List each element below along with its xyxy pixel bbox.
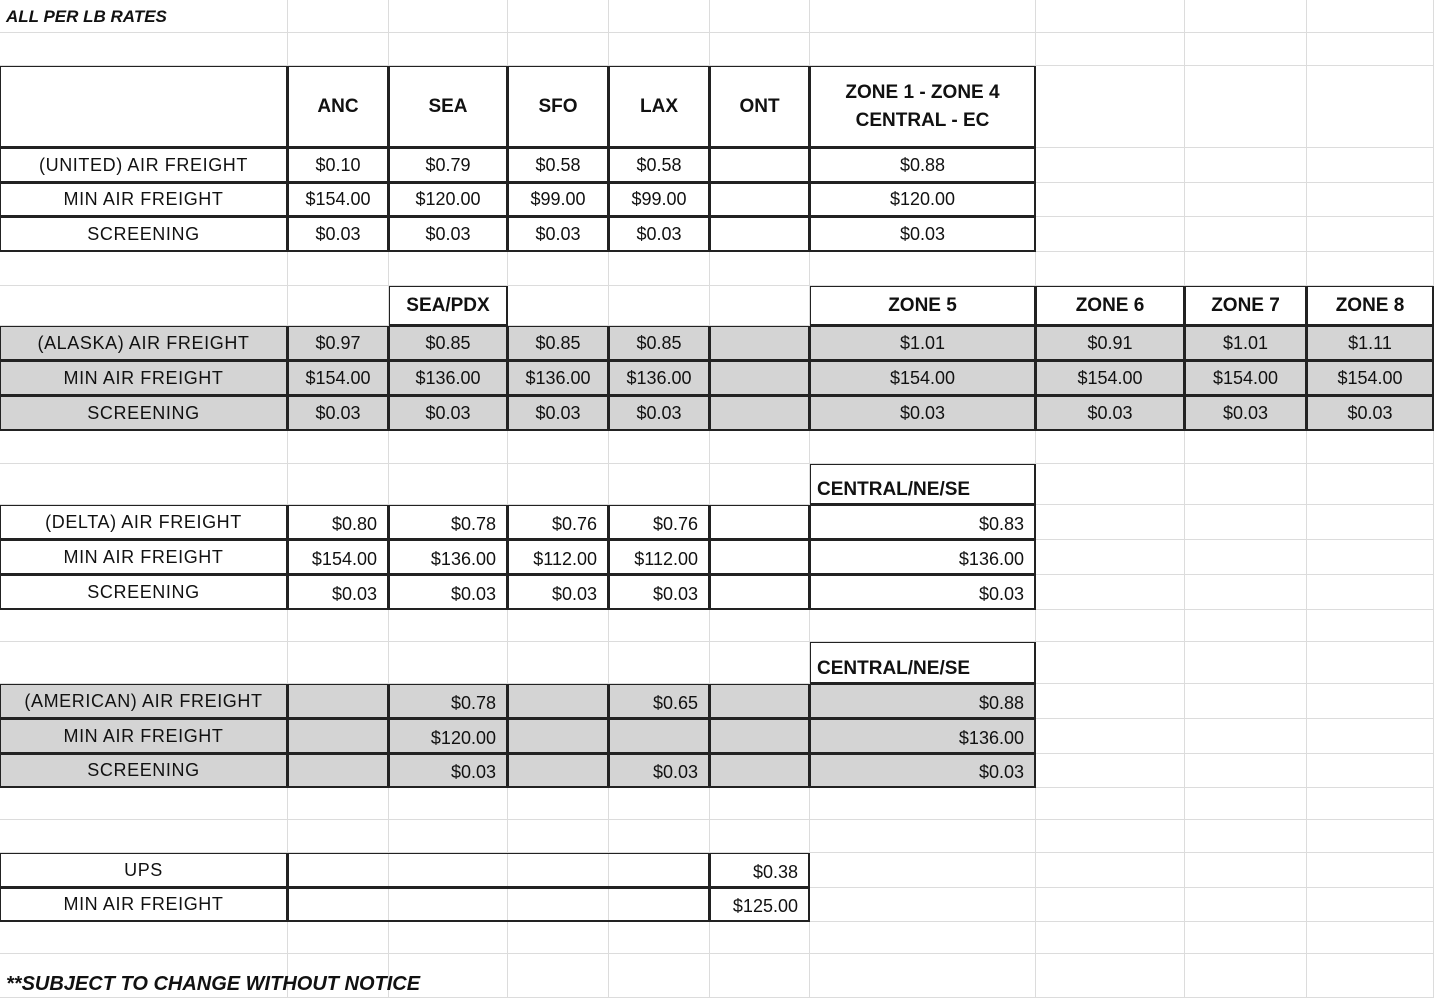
grid-cell[interactable] [609,252,710,286]
grid-cell[interactable] [1185,754,1307,788]
alaska-screening-zone7[interactable]: $0.03 [1185,396,1307,431]
grid-cell[interactable] [1307,684,1434,719]
delta-air-freight-zone[interactable]: $0.83 [810,505,1036,540]
grid-cell[interactable] [1036,464,1185,505]
grid-cell[interactable] [1185,540,1307,575]
grid-cell[interactable] [508,922,609,954]
grid-cell[interactable] [389,922,508,954]
united-min-air-freight-sea[interactable]: $120.00 [389,183,508,217]
grid-cell[interactable] [508,820,609,853]
header-anc[interactable]: ANC [288,66,389,148]
alaska-screening-sea[interactable]: $0.03 [389,396,508,431]
grid-cell[interactable] [1036,954,1185,998]
grid-cell[interactable] [1036,217,1185,252]
alaska-min-air-freight-zone6[interactable]: $154.00 [1036,361,1185,396]
grid-cell[interactable] [810,252,1036,286]
alaska-air-freight-ont[interactable] [710,326,810,361]
american-screening-zone[interactable]: $0.03 [810,754,1036,788]
united-air-freight-label[interactable]: (UNITED) AIR FREIGHT [0,148,288,183]
grid-cell[interactable] [1185,853,1307,888]
grid-cell[interactable] [0,820,288,853]
american-screening-ont[interactable] [710,754,810,788]
grid-cell[interactable] [1307,66,1434,148]
grid-cell[interactable] [1185,922,1307,954]
grid-cell[interactable] [710,252,810,286]
grid-cell[interactable] [508,610,609,642]
grid-cell[interactable] [288,922,389,954]
grid-cell[interactable] [1307,642,1434,684]
grid-cell[interactable] [508,642,609,684]
grid-cell[interactable] [1036,575,1185,610]
grid-cell[interactable] [1036,66,1185,148]
ups-rate-span[interactable] [288,853,710,888]
grid-cell[interactable] [1185,575,1307,610]
united-min-air-freight-ont[interactable] [710,183,810,217]
grid-cell[interactable] [710,33,810,66]
alaska-air-freight-sea[interactable]: $0.85 [389,326,508,361]
grid-cell[interactable] [1185,217,1307,252]
delta-screening-zone[interactable]: $0.03 [810,575,1036,610]
grid-cell[interactable] [288,286,389,326]
delta-air-freight-sea[interactable]: $0.78 [389,505,508,540]
grid-cell[interactable] [609,788,710,820]
grid-cell[interactable] [0,286,288,326]
grid-cell[interactable] [1185,252,1307,286]
grid-cell[interactable] [1307,922,1434,954]
alaska-min-air-freight-ont[interactable] [710,361,810,396]
delta-screening-sea[interactable]: $0.03 [389,575,508,610]
united-air-freight-sea[interactable]: $0.79 [389,148,508,183]
grid-cell[interactable] [1307,505,1434,540]
american-screening-sfo[interactable] [508,754,609,788]
grid-cell[interactable] [508,788,609,820]
alaska-screening-lax[interactable]: $0.03 [609,396,710,431]
grid-cell[interactable] [1307,183,1434,217]
united-air-freight-ont[interactable] [710,148,810,183]
grid-cell[interactable] [0,610,288,642]
footer-note[interactable]: **SUBJECT TO CHANGE WITHOUT NOTICE [6,973,421,995]
united-min-air-freight-lax[interactable]: $99.00 [609,183,710,217]
grid-cell[interactable] [389,464,508,505]
delta-min-air-freight-sea[interactable]: $136.00 [389,540,508,575]
delta-min-air-freight-zone[interactable]: $136.00 [810,540,1036,575]
header-delta-central-ne-se[interactable]: CENTRAL/NE/SE [810,464,1036,505]
grid-cell[interactable] [288,252,389,286]
grid-cell[interactable] [710,464,810,505]
grid-cell[interactable] [1307,754,1434,788]
grid-cell[interactable] [389,252,508,286]
alaska-min-air-freight-anc[interactable]: $154.00 [288,361,389,396]
grid-cell[interactable] [1036,0,1185,33]
header-american-central-ne-se[interactable]: CENTRAL/NE/SE [810,642,1036,684]
delta-air-freight-label[interactable]: (DELTA) AIR FREIGHT [0,505,288,540]
delta-air-freight-anc[interactable]: $0.80 [288,505,389,540]
united-min-air-freight-anc[interactable]: $154.00 [288,183,389,217]
delta-screening-sfo[interactable]: $0.03 [508,575,609,610]
alaska-air-freight-anc[interactable]: $0.97 [288,326,389,361]
grid-cell[interactable] [1185,33,1307,66]
united-screening-zone[interactable]: $0.03 [810,217,1036,252]
grid-cell[interactable] [1307,888,1434,922]
grid-cell[interactable] [1036,148,1185,183]
header-zone1-4-line1: ZONE 1 - ZONE 4 [845,81,1000,103]
grid-cell[interactable] [0,252,288,286]
grid-cell[interactable] [1185,464,1307,505]
grid-cell[interactable] [508,252,609,286]
delta-min-air-freight-anc[interactable]: $154.00 [288,540,389,575]
grid-cell[interactable] [609,431,710,464]
alaska-screening-zone6[interactable]: $0.03 [1036,396,1185,431]
grid-cell[interactable] [810,431,1036,464]
alaska-min-air-freight-label[interactable]: MIN AIR FREIGHT [0,361,288,396]
united-screening-sea[interactable]: $0.03 [389,217,508,252]
grid-cell[interactable] [389,431,508,464]
alaska-air-freight-zone7[interactable]: $1.01 [1185,326,1307,361]
american-air-freight-sea[interactable]: $0.78 [389,684,508,719]
united-screening-anc[interactable]: $0.03 [288,217,389,252]
grid-cell[interactable] [0,788,288,820]
grid-cell[interactable] [1307,148,1434,183]
alaska-air-freight-sfo[interactable]: $0.85 [508,326,609,361]
header-zone1-4-line2: CENTRAL - EC [855,109,990,131]
header-lax[interactable]: LAX [609,66,710,148]
american-air-freight-sfo[interactable] [508,684,609,719]
grid-cell[interactable] [1185,642,1307,684]
grid-cell[interactable] [1307,954,1434,998]
grid-cell[interactable] [810,954,1036,998]
grid-cell[interactable] [710,610,810,642]
delta-min-air-freight-ont[interactable] [710,540,810,575]
united-screening-lax[interactable]: $0.03 [609,217,710,252]
united-air-freight-zone[interactable]: $0.88 [810,148,1036,183]
grid-cell[interactable] [810,820,1036,853]
american-min-air-freight-sfo[interactable] [508,719,609,754]
american-screening-sea[interactable]: $0.03 [389,754,508,788]
united-screening-ont[interactable] [710,217,810,252]
grid-cell[interactable] [1185,0,1307,33]
grid-cell[interactable] [1185,684,1307,719]
header-blank[interactable] [0,66,288,148]
grid-cell[interactable] [1036,431,1185,464]
grid-cell[interactable] [710,642,810,684]
alaska-air-freight-zone6[interactable]: $0.91 [1036,326,1185,361]
grid-cell[interactable] [288,610,389,642]
grid-cell[interactable] [1307,610,1434,642]
grid-cell[interactable] [1036,684,1185,719]
grid-cell[interactable] [609,642,710,684]
american-min-air-freight-ont[interactable] [710,719,810,754]
header-zone6[interactable]: ZONE 6 [1036,286,1185,326]
ups-rate-label[interactable]: UPS [0,853,288,888]
grid-cell[interactable] [1307,853,1434,888]
alaska-screening-zone8[interactable]: $0.03 [1307,396,1434,431]
delta-air-freight-lax[interactable]: $0.76 [609,505,710,540]
header-sfo[interactable]: SFO [508,66,609,148]
grid-cell[interactable] [508,286,609,326]
header-zone7[interactable]: ZONE 7 [1185,286,1307,326]
grid-cell[interactable] [1185,610,1307,642]
alaska-screening-label[interactable]: SCREENING [0,396,288,431]
grid-cell[interactable] [508,464,609,505]
alaska-min-air-freight-lax[interactable]: $136.00 [609,361,710,396]
grid-cell[interactable] [1307,217,1434,252]
grid-cell[interactable] [1307,0,1434,33]
grid-cell[interactable] [508,431,609,464]
grid-cell[interactable] [0,642,288,684]
grid-cell[interactable] [810,33,1036,66]
grid-cell[interactable] [609,820,710,853]
grid-cell[interactable] [1185,954,1307,998]
united-air-freight-anc[interactable]: $0.10 [288,148,389,183]
grid-cell[interactable] [710,820,810,853]
delta-min-air-freight-lax[interactable]: $112.00 [609,540,710,575]
grid-cell[interactable] [1036,505,1185,540]
grid-cell[interactable] [0,922,288,954]
american-screening-anc[interactable] [288,754,389,788]
grid-cell[interactable] [710,431,810,464]
alaska-min-air-freight-zone7[interactable]: $154.00 [1185,361,1307,396]
alaska-min-air-freight-zone8[interactable]: $154.00 [1307,361,1434,396]
grid-cell[interactable] [810,610,1036,642]
grid-cell[interactable] [1036,853,1185,888]
grid-cell[interactable] [0,431,288,464]
alaska-min-air-freight-sfo[interactable]: $136.00 [508,361,609,396]
grid-cell[interactable] [1307,788,1434,820]
alaska-air-freight-zone8[interactable]: $1.11 [1307,326,1434,361]
grid-cell[interactable] [0,33,288,66]
united-min-air-freight-sfo[interactable]: $99.00 [508,183,609,217]
american-min-air-freight-zone[interactable]: $136.00 [810,719,1036,754]
alaska-screening-anc[interactable]: $0.03 [288,396,389,431]
american-screening-lax[interactable]: $0.03 [609,754,710,788]
ups-min-air-freight-ont[interactable]: $125.00 [710,888,810,922]
united-air-freight-sfo[interactable]: $0.58 [508,148,609,183]
grid-cell[interactable] [710,286,810,326]
delta-screening-ont[interactable] [710,575,810,610]
grid-cell[interactable] [1185,66,1307,148]
grid-cell[interactable] [1036,788,1185,820]
grid-cell[interactable] [389,820,508,853]
header-zone8[interactable]: ZONE 8 [1307,286,1434,326]
grid-cell[interactable] [1036,252,1185,286]
grid-cell[interactable] [1036,719,1185,754]
grid-cell[interactable] [1036,922,1185,954]
grid-cell[interactable] [810,922,1036,954]
grid-cell[interactable] [1307,33,1434,66]
grid-cell[interactable] [1307,540,1434,575]
grid-cell[interactable] [1036,33,1185,66]
delta-min-air-freight-sfo[interactable]: $112.00 [508,540,609,575]
grid-cell[interactable] [1036,820,1185,853]
grid-cell[interactable] [1036,610,1185,642]
grid-cell[interactable] [1185,820,1307,853]
grid-cell[interactable] [1185,888,1307,922]
delta-min-air-freight-label[interactable]: MIN AIR FREIGHT [0,540,288,575]
header-ont[interactable]: ONT [710,66,810,148]
grid-cell[interactable] [1036,642,1185,684]
alaska-air-freight-zone5[interactable]: $1.01 [810,326,1036,361]
grid-cell[interactable] [609,922,710,954]
united-screening-sfo[interactable]: $0.03 [508,217,609,252]
grid-cell[interactable] [1036,183,1185,217]
grid-cell[interactable] [389,642,508,684]
grid-cell[interactable] [1185,505,1307,540]
grid-cell[interactable] [389,33,508,66]
united-min-air-freight-zone[interactable]: $120.00 [810,183,1036,217]
united-screening-label[interactable]: SCREENING [0,217,288,252]
grid-cell[interactable] [1185,183,1307,217]
american-air-freight-zone[interactable]: $0.88 [810,684,1036,719]
grid-cell[interactable] [288,788,389,820]
grid-cell[interactable] [1185,719,1307,754]
american-screening-label[interactable]: SCREENING [0,754,288,788]
united-min-air-freight-label[interactable]: MIN AIR FREIGHT [0,183,288,217]
grid-cell[interactable] [609,610,710,642]
title-note[interactable]: ALL PER LB RATES [6,6,167,26]
american-min-air-freight-sea[interactable]: $120.00 [389,719,508,754]
alaska-screening-zone5[interactable]: $0.03 [810,396,1036,431]
grid-cell[interactable] [609,33,710,66]
grid-cell[interactable] [389,788,508,820]
american-min-air-freight-anc[interactable] [288,719,389,754]
grid-cell[interactable] [288,642,389,684]
grid-cell[interactable] [1185,788,1307,820]
american-min-air-freight-lax[interactable] [609,719,710,754]
grid-cell[interactable] [288,820,389,853]
delta-air-freight-sfo[interactable]: $0.76 [508,505,609,540]
grid-cell[interactable] [810,788,1036,820]
header-sea[interactable]: SEA [389,66,508,148]
american-air-freight-lax[interactable]: $0.65 [609,684,710,719]
grid-cell[interactable] [1307,464,1434,505]
grid-cell[interactable] [389,610,508,642]
ups-rate-ont[interactable]: $0.38 [710,853,810,888]
grid-cell[interactable] [609,286,710,326]
grid-cell[interactable] [1185,148,1307,183]
grid-cell[interactable] [609,464,710,505]
grid-cell[interactable] [288,431,389,464]
united-air-freight-lax[interactable]: $0.58 [609,148,710,183]
grid-cell[interactable] [1307,719,1434,754]
american-air-freight-label[interactable]: (AMERICAN) AIR FREIGHT [0,684,288,719]
delta-screening-anc[interactable]: $0.03 [288,575,389,610]
alaska-min-air-freight-sea[interactable]: $136.00 [389,361,508,396]
alaska-screening-sfo[interactable]: $0.03 [508,396,609,431]
grid-cell[interactable] [1307,820,1434,853]
delta-screening-lax[interactable]: $0.03 [609,575,710,610]
delta-screening-label[interactable]: SCREENING [0,575,288,610]
american-air-freight-anc[interactable] [288,684,389,719]
ups-min-air-freight-span[interactable] [288,888,710,922]
alaska-min-air-freight-zone5[interactable]: $154.00 [810,361,1036,396]
american-air-freight-ont[interactable] [710,684,810,719]
header-sea-pdx[interactable]: SEA/PDX [389,286,508,326]
grid-cell[interactable] [810,853,1036,888]
grid-cell[interactable] [810,888,1036,922]
grid-cell[interactable] [288,464,389,505]
grid-cell[interactable] [1036,754,1185,788]
grid-cell[interactable] [288,33,389,66]
alaska-air-freight-label[interactable]: (ALASKA) AIR FREIGHT [0,326,288,361]
american-min-air-freight-label[interactable]: MIN AIR FREIGHT [0,719,288,754]
grid-cell[interactable] [810,0,1036,33]
header-zone1-4[interactable] [810,66,1036,148]
grid-cell[interactable] [1307,431,1434,464]
grid-cell[interactable] [1036,540,1185,575]
grid-cell[interactable] [1307,252,1434,286]
ups-min-air-freight-label[interactable]: MIN AIR FREIGHT [0,888,288,922]
grid-cell[interactable] [710,922,810,954]
grid-cell[interactable] [508,33,609,66]
alaska-air-freight-lax[interactable]: $0.85 [609,326,710,361]
header-zone5[interactable]: ZONE 5 [810,286,1036,326]
delta-air-freight-ont[interactable] [710,505,810,540]
grid-cell[interactable] [0,464,288,505]
grid-cell[interactable] [1185,431,1307,464]
grid-cell[interactable] [1307,575,1434,610]
grid-cell[interactable] [710,788,810,820]
alaska-screening-ont[interactable] [710,396,810,431]
grid-cell[interactable] [1036,888,1185,922]
